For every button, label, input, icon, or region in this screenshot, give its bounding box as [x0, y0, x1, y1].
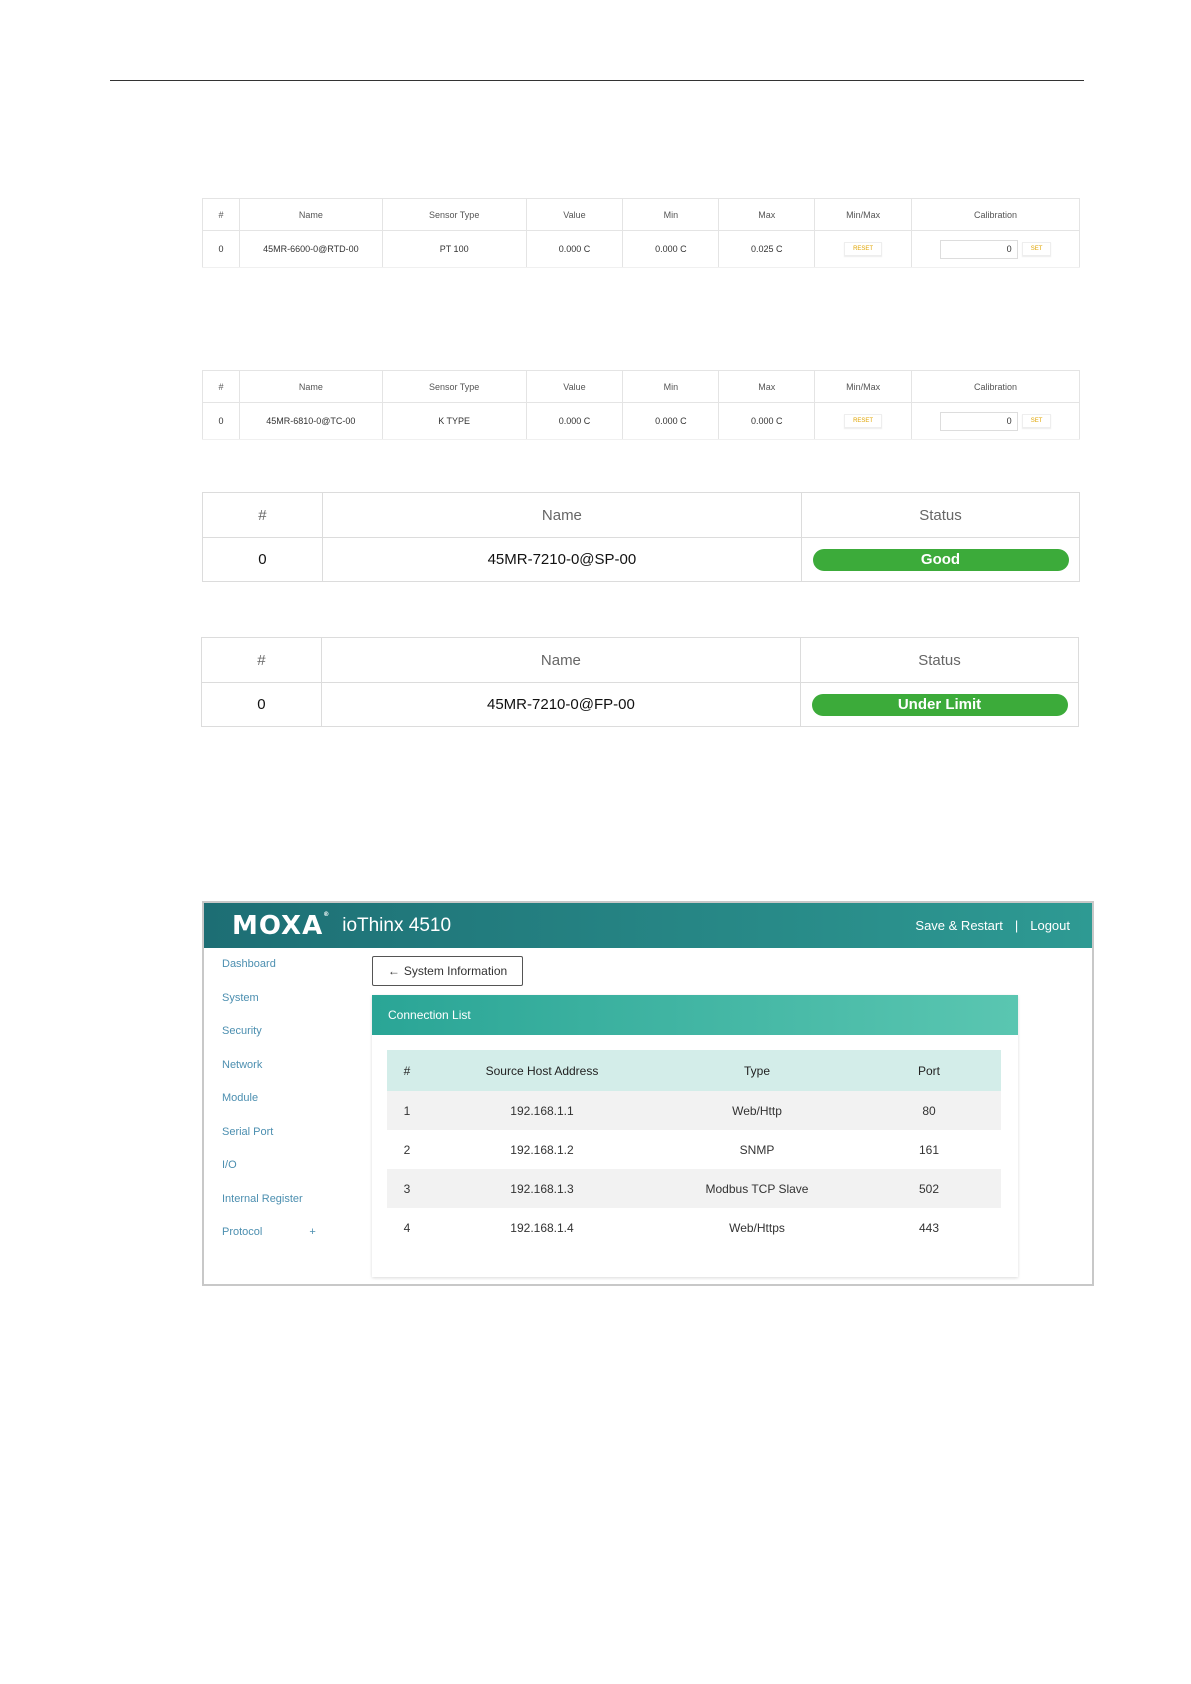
connection-port: 443	[857, 1208, 1001, 1247]
table-header-row	[203, 199, 1080, 231]
table-row	[387, 1130, 1001, 1169]
sensor-min: 0.000 C	[623, 403, 719, 440]
sp-status-table	[202, 492, 1080, 582]
sensor-min: 0.000 C	[623, 231, 719, 268]
connection-port: 80	[857, 1091, 1001, 1130]
col-index-header: #	[387, 1050, 427, 1091]
col-name-header: Name	[322, 493, 801, 538]
panel-title: Connection List	[372, 995, 1018, 1035]
header-separator: |	[1014, 918, 1019, 933]
sidebar-item-security[interactable]: Security	[222, 1025, 262, 1037]
app-header	[204, 903, 1092, 948]
device-name: 45MR-7210-0@FP-00	[321, 683, 800, 727]
row-index: 0	[203, 538, 323, 582]
logo-mark: ®	[323, 910, 331, 918]
col-source-host-header: Source Host Address	[427, 1050, 657, 1091]
col-max-header: Max	[719, 199, 815, 231]
save-restart-link[interactable]: Save & Restart	[915, 918, 1003, 933]
connection-list-panel	[372, 995, 1018, 1277]
col-max-header: Max	[719, 371, 815, 403]
status-cell	[802, 538, 1080, 582]
calibration-input[interactable]: 0	[940, 412, 1018, 431]
arrow-left-icon: ←	[387, 964, 400, 978]
set-button[interactable]: SET	[1022, 242, 1052, 256]
set-button[interactable]: SET	[1022, 414, 1052, 428]
sensor-type: K TYPE	[382, 403, 526, 440]
header-links	[915, 918, 1070, 933]
table-row	[203, 231, 1080, 268]
minmax-cell	[815, 403, 912, 440]
col-status-header: Status	[802, 493, 1080, 538]
row-index: 4	[387, 1208, 427, 1247]
sidebar-item-system[interactable]: System	[222, 991, 259, 1004]
col-value-header: Value	[526, 371, 623, 403]
row-index: 3	[387, 1169, 427, 1208]
row-index: 1	[387, 1091, 427, 1130]
sensor-value: 0.000 C	[526, 403, 623, 440]
sensor-name: 45MR-6810-0@TC-00	[239, 403, 382, 440]
col-type-header: Type	[657, 1050, 857, 1091]
reset-button[interactable]: RESET	[844, 242, 882, 256]
sensor-type: PT 100	[382, 231, 526, 268]
sidebar-item-label: Protocol	[222, 1226, 263, 1238]
col-minmax-header: Min/Max	[815, 371, 912, 403]
moxa-web-console	[202, 901, 1094, 1286]
connection-type: Web/Http	[657, 1091, 857, 1130]
back-button-label: System Information	[403, 964, 508, 978]
sidebar-item-network[interactable]: Network	[222, 1058, 263, 1071]
row-index: 2	[387, 1130, 427, 1169]
col-min-header: Min	[623, 199, 719, 231]
connection-port: 161	[857, 1130, 1001, 1169]
device-name: 45MR-7210-0@SP-00	[322, 538, 801, 582]
col-name-header: Name	[239, 199, 382, 231]
logo-text: MOXA	[232, 910, 324, 941]
sidebar-nav	[222, 958, 316, 1260]
sensor-max: 0.025 C	[719, 231, 815, 268]
connection-table	[387, 1050, 1001, 1247]
table-row	[203, 538, 1080, 582]
table-row	[203, 403, 1080, 440]
calibration-control	[940, 240, 1052, 259]
table-header-row	[387, 1050, 1001, 1091]
status-cell	[801, 683, 1079, 727]
col-sensor-type-header: Sensor Type	[382, 199, 526, 231]
row-index: 0	[202, 683, 322, 727]
table-header-row	[203, 493, 1080, 538]
table-row	[387, 1169, 1001, 1208]
table-header-row	[202, 638, 1079, 683]
status-badge: Under Limit	[812, 694, 1068, 716]
sidebar-item-module[interactable]: Module	[222, 1092, 259, 1104]
back-to-system-information-button[interactable]	[372, 956, 523, 986]
calibration-cell	[912, 231, 1080, 268]
col-minmax-header: Min/Max	[815, 199, 912, 231]
table-header-row	[203, 371, 1080, 403]
col-sensor-type-header: Sensor Type	[382, 371, 526, 403]
col-index-header: #	[202, 638, 322, 683]
col-value-header: Value	[526, 199, 623, 231]
sidebar-item-internal-register[interactable]: Internal Register	[222, 1192, 303, 1205]
calibration-cell	[912, 403, 1080, 440]
connection-type: Web/Https	[657, 1208, 857, 1247]
moxa-logo	[232, 911, 330, 941]
col-index-header: #	[203, 493, 323, 538]
expand-icon[interactable]: +	[309, 1226, 316, 1238]
col-name-header: Name	[321, 638, 800, 683]
sensor-name: 45MR-6600-0@RTD-00	[239, 231, 382, 268]
source-host-address: 192.168.1.1	[427, 1091, 657, 1130]
col-index-header: #	[203, 371, 240, 403]
status-badge: Good	[813, 549, 1069, 571]
connection-port: 502	[857, 1169, 1001, 1208]
tc-sensor-table	[202, 370, 1080, 440]
reset-button[interactable]: RESET	[844, 414, 882, 428]
source-host-address: 192.168.1.3	[427, 1169, 657, 1208]
col-port-header: Port	[857, 1050, 1001, 1091]
sensor-value: 0.000 C	[526, 231, 623, 268]
source-host-address: 192.168.1.2	[427, 1130, 657, 1169]
row-index: 0	[203, 231, 240, 268]
sidebar-item-serial-port[interactable]: Serial Port	[222, 1125, 274, 1138]
sidebar-item-protocol[interactable]	[222, 1226, 316, 1260]
sidebar-item-dashboard[interactable]: Dashboard	[222, 958, 276, 970]
col-name-header: Name	[239, 371, 382, 403]
minmax-cell	[815, 231, 912, 268]
source-host-address: 192.168.1.4	[427, 1208, 657, 1247]
table-row	[202, 683, 1079, 727]
row-index: 0	[203, 403, 240, 440]
calibration-control	[940, 412, 1052, 431]
page-header-rule	[110, 80, 1084, 81]
sensor-max: 0.000 C	[719, 403, 815, 440]
col-calibration-header: Calibration	[912, 199, 1080, 231]
connection-type: Modbus TCP Slave	[657, 1169, 857, 1208]
col-min-header: Min	[623, 371, 719, 403]
fp-status-table	[201, 637, 1079, 727]
sidebar-item-io[interactable]: I/O	[222, 1159, 237, 1171]
col-calibration-header: Calibration	[912, 371, 1080, 403]
table-row	[387, 1208, 1001, 1247]
connection-type: SNMP	[657, 1130, 857, 1169]
col-status-header: Status	[801, 638, 1079, 683]
calibration-input[interactable]: 0	[940, 240, 1018, 259]
app-title: ioThinx 4510	[342, 914, 452, 936]
table-row	[387, 1091, 1001, 1130]
logout-link[interactable]: Logout	[1030, 918, 1070, 933]
col-index-header: #	[203, 199, 240, 231]
rtd-sensor-table	[202, 198, 1080, 268]
